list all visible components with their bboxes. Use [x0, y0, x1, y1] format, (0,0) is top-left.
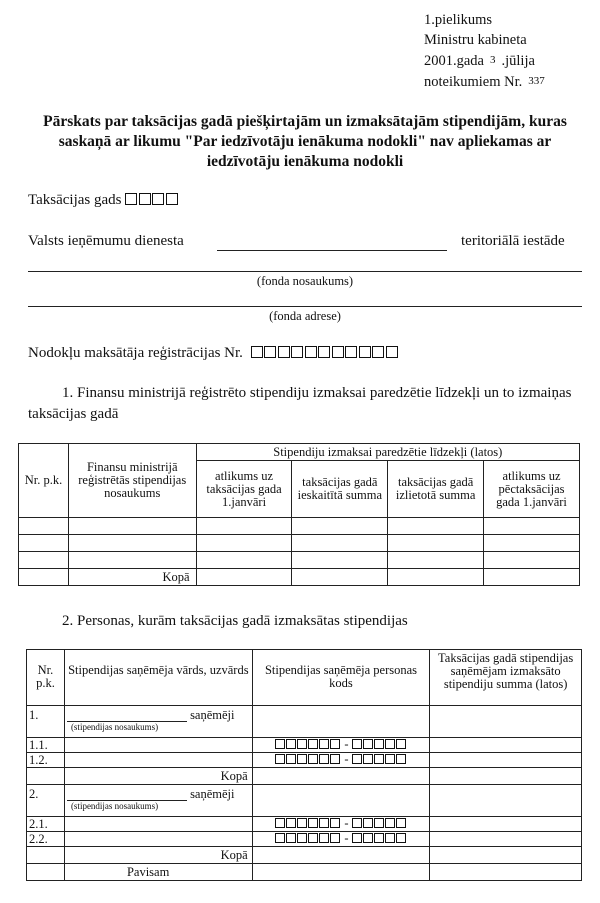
- scholarship-caption: (stipendijas nosaukums): [70, 801, 159, 811]
- code-dash: -: [344, 737, 349, 751]
- t2-group-nr: 2.: [27, 785, 65, 817]
- fund-name-field[interactable]: [28, 271, 582, 272]
- t2-grand-total-row: [27, 864, 582, 881]
- row-nr: 2.2.: [27, 832, 65, 847]
- t1-header-nr: Nr. p.k.: [19, 444, 69, 518]
- annex-line-1: 1.pielikums: [424, 12, 493, 28]
- annex-line-2: Ministru kabineta: [424, 32, 527, 48]
- recipients-table: [26, 649, 582, 881]
- grand-total-label: Pavisam: [64, 864, 252, 881]
- subtotal-label: Kopā: [64, 768, 252, 785]
- table-row: [19, 535, 580, 552]
- scholarship-caption: (stipendijas nosaukums): [70, 722, 159, 732]
- annex-header: [424, 10, 551, 92]
- table-row: [19, 552, 580, 569]
- table-row: [27, 832, 582, 847]
- personal-code-boxes[interactable]: [252, 832, 430, 847]
- t1-header-group: Stipendiju izmaksai paredzētie līdzekļi (latos): [196, 444, 579, 461]
- annex-line-4: [424, 71, 551, 92]
- t1-header-sub3: taksācijas gadā izlietotā summa: [388, 461, 484, 518]
- t2-group-nr: 1.: [27, 706, 65, 738]
- personal-code-boxes[interactable]: [252, 738, 430, 753]
- t1-header-sub1: atlikums uz taksācijas gada 1.janvāri: [196, 461, 292, 518]
- annex-date-day: 3: [490, 54, 496, 66]
- tax-year-boxes[interactable]: [125, 193, 179, 210]
- annex-line-3: [424, 50, 551, 71]
- t1-header-sub2: taksācijas gadā ieskaitītā summa: [292, 461, 388, 518]
- receivers-label: saņēmēji: [190, 787, 235, 801]
- fund-address-caption: (fonda adrese): [269, 309, 341, 323]
- section2-title: 2. Personas, kurām taksācijas gadā izmaksātas stipendijas: [62, 613, 408, 629]
- t2-group-row: [27, 706, 582, 738]
- t2-header-sum: Taksācijas gadā stipendijas saņēmējam izmaksāto stipendiju summa (latos): [430, 650, 582, 706]
- table-row: [27, 753, 582, 768]
- tax-year-label: Taksācijas gads: [28, 192, 122, 208]
- row-nr: 1.1.: [27, 738, 65, 753]
- document-title: Pārskats par taksācijas gadā piešķirtajām un izmaksātajām stipendijām, kuras saskaņā ar likumu "Par iedzīvotāju ienākuma nodokli" nav apliekamas ar iedzīvotāju ienākuma nodokli: [43, 113, 567, 170]
- table-row: [19, 518, 580, 535]
- t2-group-row: [27, 785, 582, 817]
- t1-header-sub4: atlikums uz pēctaksācijas gada 1.janvāri: [484, 461, 580, 518]
- subtotal-label: Kopā: [64, 847, 252, 864]
- table-row: [27, 738, 582, 753]
- annex-regulation-label: noteikumiem Nr.: [424, 74, 523, 90]
- t2-header-code: Stipendijas saņēmēja personas kods: [252, 650, 430, 706]
- annex-regulation-number: 337: [528, 75, 545, 87]
- personal-code-boxes[interactable]: [252, 817, 430, 832]
- funds-table: [18, 443, 580, 586]
- code-dash: -: [344, 752, 349, 766]
- section1-title: 1. Finansu ministrijā reģistrēto stipendiju izmaksai paredzētie līdzekļi un to izmaiņas taksācijas gadā: [28, 385, 572, 422]
- t2-subtotal-row: [27, 847, 582, 864]
- t1-total-label: Kopā: [68, 569, 196, 586]
- t1-total-row: [19, 569, 580, 586]
- code-dash: -: [344, 816, 349, 830]
- t2-header-name: Stipendijas saņēmēja vārds, uzvārds: [64, 650, 252, 706]
- scholarship-name-field[interactable]: [67, 789, 187, 801]
- tax-year-row: [28, 192, 179, 210]
- scholarship-name-field[interactable]: [67, 710, 187, 722]
- code-dash: -: [344, 831, 349, 845]
- territorial-label: teritoriālā iestāde: [461, 233, 565, 249]
- annex-date-year: 2001.gada: [424, 53, 484, 69]
- row-nr: 2.1.: [27, 817, 65, 832]
- personal-code-boxes[interactable]: [252, 753, 430, 768]
- t2-header-nr: Nr. p.k.: [27, 650, 65, 706]
- fund-address-field[interactable]: [28, 306, 582, 307]
- territorial-office-field[interactable]: [217, 250, 447, 251]
- row-nr: 1.2.: [27, 753, 65, 768]
- reg-no-boxes[interactable]: [251, 346, 400, 363]
- table-row: [27, 817, 582, 832]
- fund-name-caption: (fonda nosaukums): [256, 274, 354, 288]
- service-label: Valsts ieņēmumu dienesta: [28, 233, 184, 249]
- annex-date-month: .jūlija: [501, 53, 535, 69]
- receivers-label: saņēmēji: [190, 708, 235, 722]
- reg-no-label: Nodokļu maksātāja reģistrācijas Nr.: [28, 345, 243, 361]
- reg-no-row: [28, 345, 399, 363]
- t1-header-name: Finansu ministrijā reģistrētās stipendijas nosaukums: [68, 444, 196, 518]
- t2-subtotal-row: [27, 768, 582, 785]
